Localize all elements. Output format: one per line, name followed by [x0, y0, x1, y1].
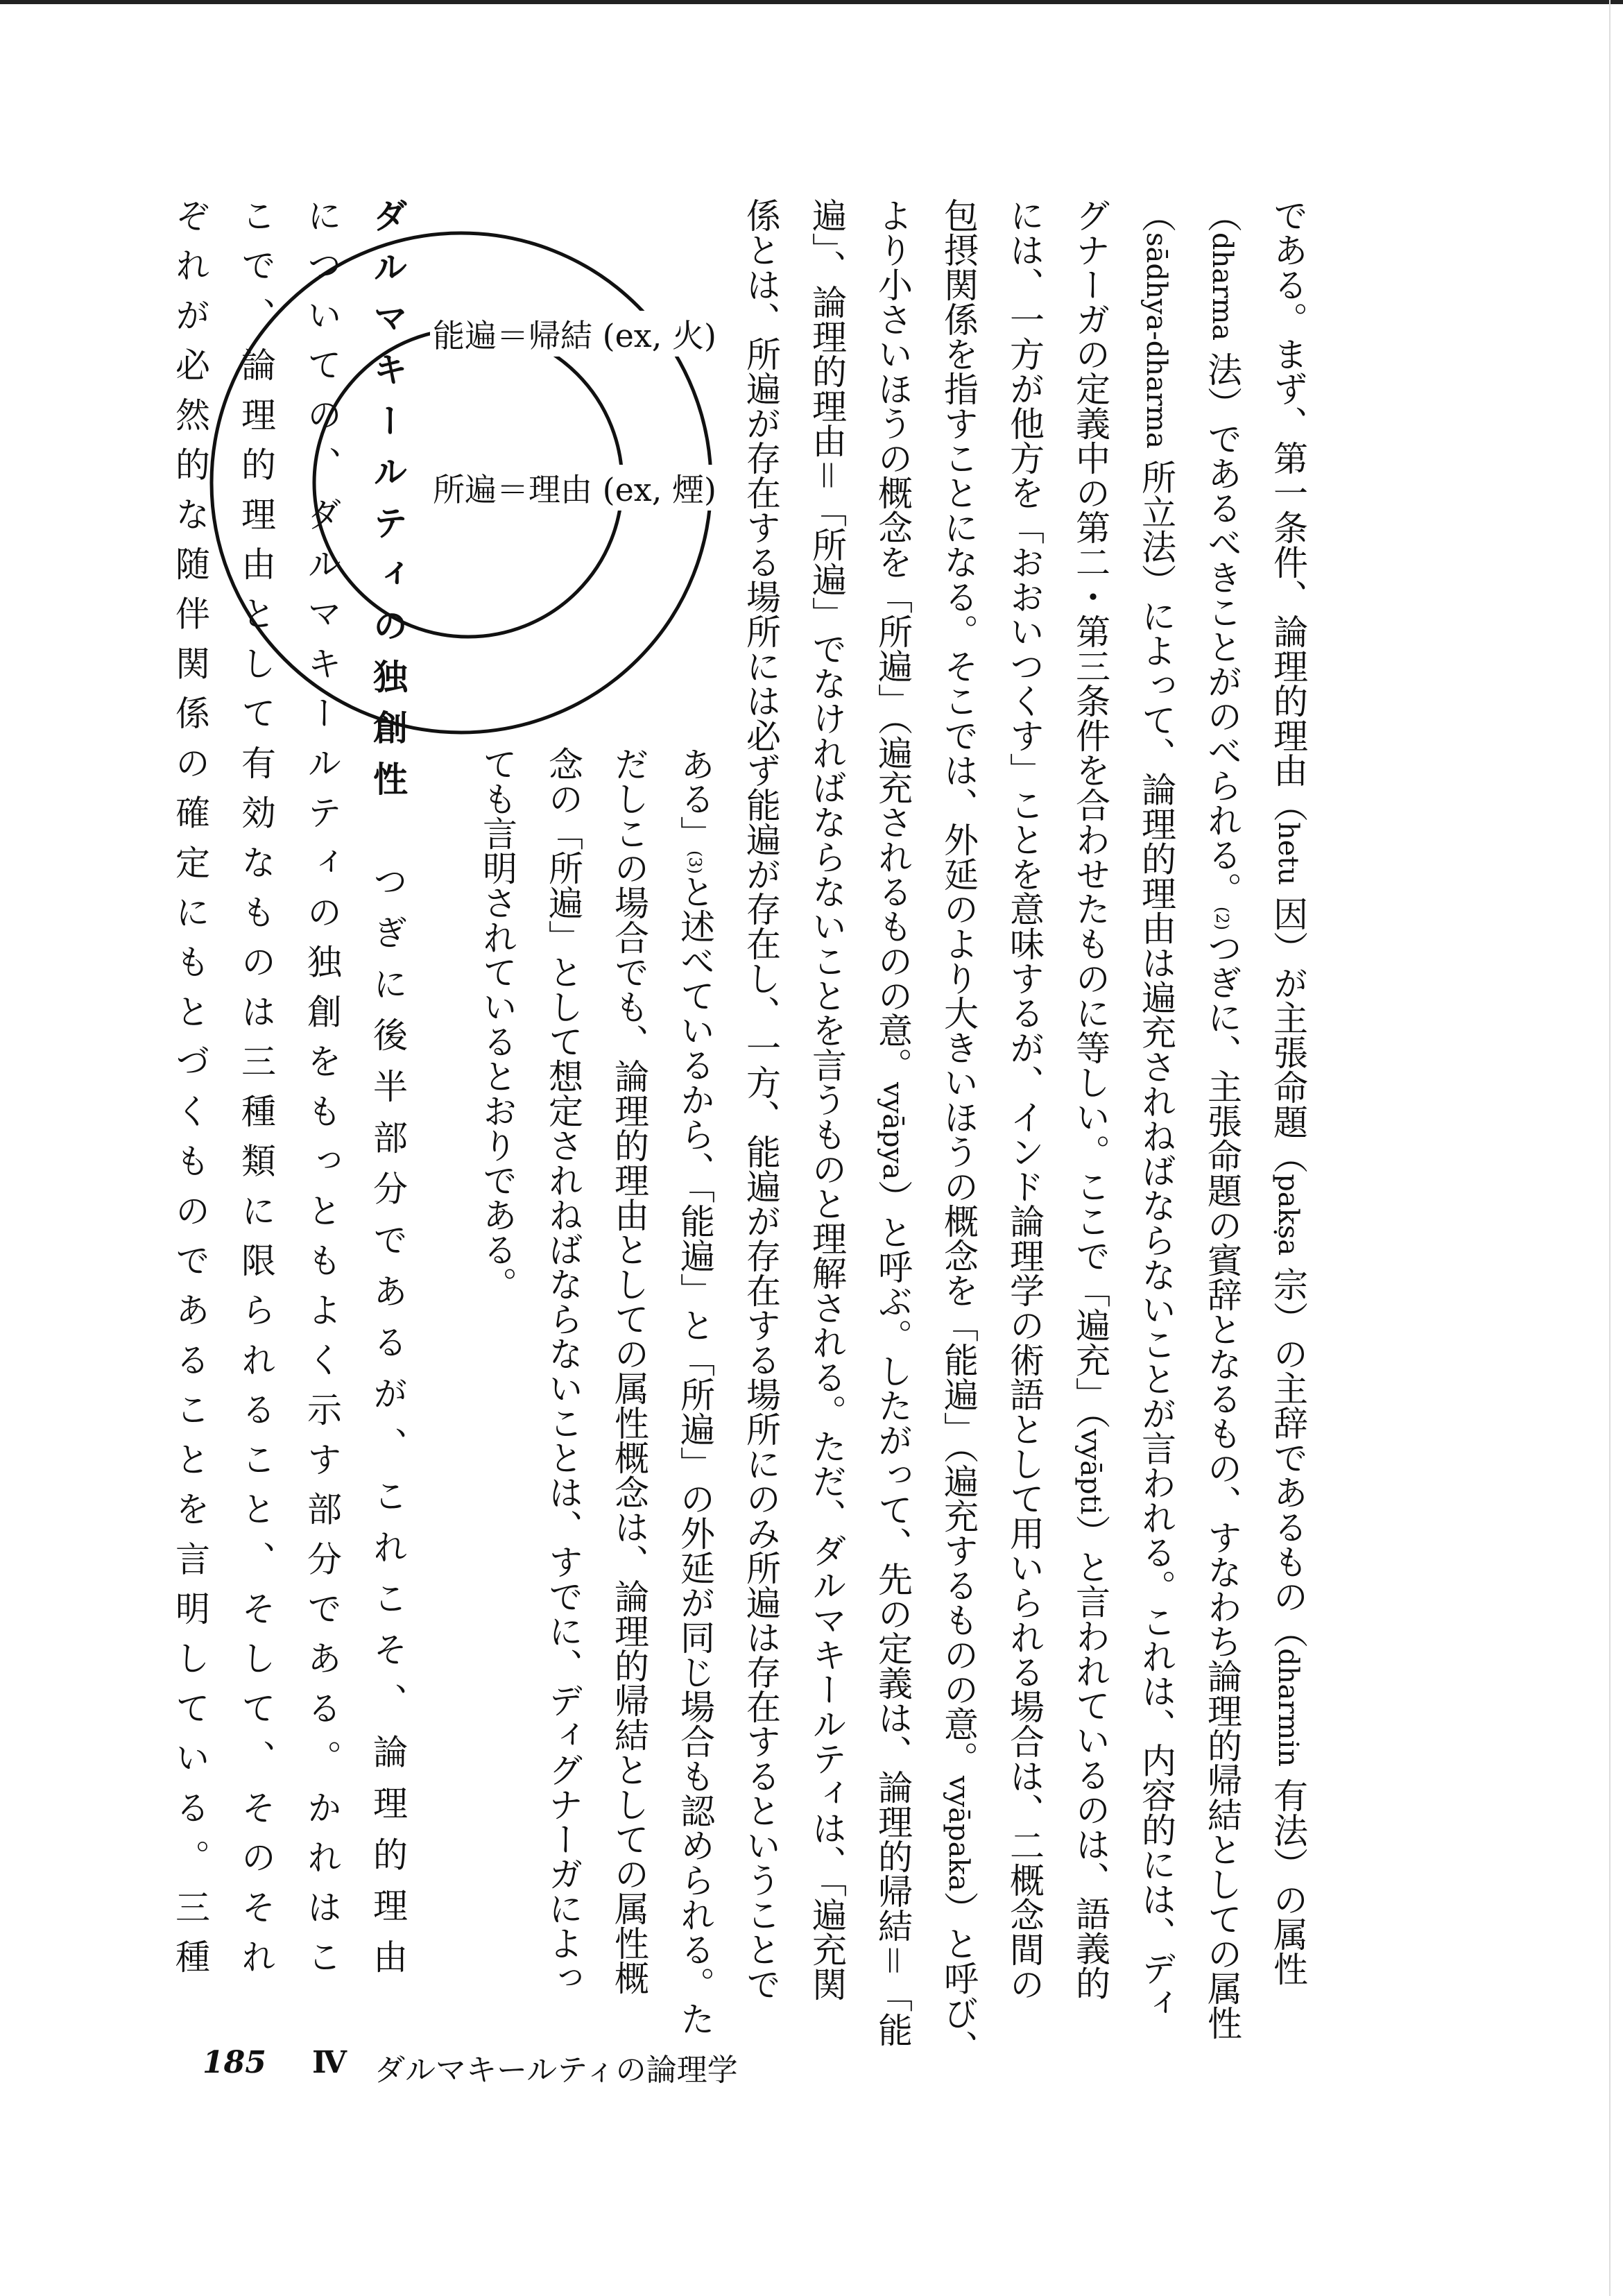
text-column [806, 198, 848, 2001]
inner-circle-label: 所遍＝理由 (ex, 煙) [430, 465, 719, 511]
text-column [674, 746, 716, 2036]
text-run: ）と呼ぶ。したがって、先の定義は、論理的帰結＝「能 [873, 1180, 913, 2048]
text-run: （ [1202, 198, 1242, 232]
text-column [1135, 198, 1177, 2021]
running-title: ダルマキールティの論理学 [375, 2053, 738, 2088]
text-run: 念の「所遍」として想定されねばならないことは、すでに、ディグナーガによっ [543, 746, 583, 1995]
text-run: についての、ダルマキールティの独創をもっともよく示す部分である。かれはこ [302, 198, 342, 1973]
latin-term: hetu [1272, 822, 1304, 886]
latin-term: pakṣa [1272, 1174, 1304, 1256]
text-run: には、一方が他方を「おおいつくす」ことを意味するが、インド論理学の術語として用いられる場合は、二概念間の [1004, 198, 1045, 2001]
text-run: （ [1136, 198, 1176, 232]
text-column [740, 198, 782, 2001]
text-column [542, 746, 584, 1995]
text-run: ある」 [675, 746, 715, 850]
text-run: 有法）の属性 [1268, 1767, 1308, 1986]
scan-right-edge [1609, 0, 1611, 2296]
scan-top-edge [0, 0, 1623, 4]
text-run: である。まず、第一条件、論理的理由（ [1268, 198, 1308, 822]
chapter-number: Ⅳ [312, 2045, 347, 2080]
text-column [1201, 198, 1243, 2041]
text-run: ぞれが必然的な随伴関係の確定にもとづくものであることを言明している。三種 [170, 198, 210, 1974]
latin-term: vyāpaka [943, 1776, 974, 1892]
text-run: と述べているから、「能遍」と「所遍」の外延が同じ場合も認められる。た [675, 874, 715, 2036]
text-run: 所立法）によって、論理的理由は遍充されねばならないことが言われる。これは、内容的には、ディ [1136, 448, 1176, 2021]
latin-term: sādhya-dharma [1140, 232, 1172, 449]
text-run: 遍」、論理的理由＝「所遍」でなければならないことを言うものと理解される。ただ、ダルマキールティは、「遍充関 [807, 198, 847, 2001]
text-run: ても言明されているとおりである。 [477, 746, 517, 1301]
latin-term: dharmin [1272, 1648, 1304, 1767]
page-number: 185 [203, 2045, 266, 2080]
latin-term: vyāpti [1074, 1429, 1106, 1515]
text-run: 因）が主張命題（ [1268, 885, 1308, 1174]
text-run: ）と呼び、 [938, 1891, 979, 2065]
latin-term: vyāpya [877, 1082, 909, 1181]
text-run: こで、論理的理由として有効なものは三種類に限られること、そして、そのそれ [236, 198, 276, 1973]
text-column [1267, 198, 1309, 1986]
text-run: ）と言われているのは、語義的 [1070, 1514, 1110, 2001]
text-run: 包摂関係を指すことになる。そこでは、外延のより大きいほうの概念を「能遍」（遍充するものの意。 [938, 198, 979, 1776]
text-run: つぎに後半部分であるが、これこそ、論理的理由 [368, 812, 408, 1974]
text-run: 宗）の主辞であるもの（ [1268, 1256, 1308, 1649]
latin-term: dharma [1206, 232, 1238, 341]
text-column [938, 198, 979, 2065]
footnote-marker: (2) [1212, 907, 1232, 931]
text-run: 係とは、所遍が存在する場所には必ず能遍が存在し、一方、能遍が存在する場所にのみ所遍は存在するということで [741, 198, 781, 2001]
text-column [476, 746, 518, 1973]
outer-circle-label: 能遍＝帰結 (ex, 火) [430, 311, 719, 357]
text-column [1004, 198, 1045, 2001]
footnote-marker: (3) [685, 850, 705, 874]
text-run: グナーガの定義中の第二・第三条件を合わせたものに等しい。ここで「遍充」（ [1070, 198, 1110, 1429]
text-run: つぎに、主張命題の賓辞となるもの、すなわち論理的帰結としての属性 [1202, 930, 1242, 2041]
concentric-circle-diagram [194, 215, 735, 756]
text-column [608, 746, 650, 1995]
text-column [1070, 198, 1111, 2001]
text-run: 法）であるべきことがのべられる。 [1202, 341, 1242, 907]
section-heading: ダルマキールティの独創性 [368, 198, 408, 812]
text-run: より小さいほうの概念を「所遍」（遍充されるものの意。 [873, 198, 913, 1082]
text-column [872, 198, 913, 2048]
text-run: だしこの場合でも、論理的理由としての属性概念は、論理的帰結としての属性概 [609, 746, 649, 1995]
